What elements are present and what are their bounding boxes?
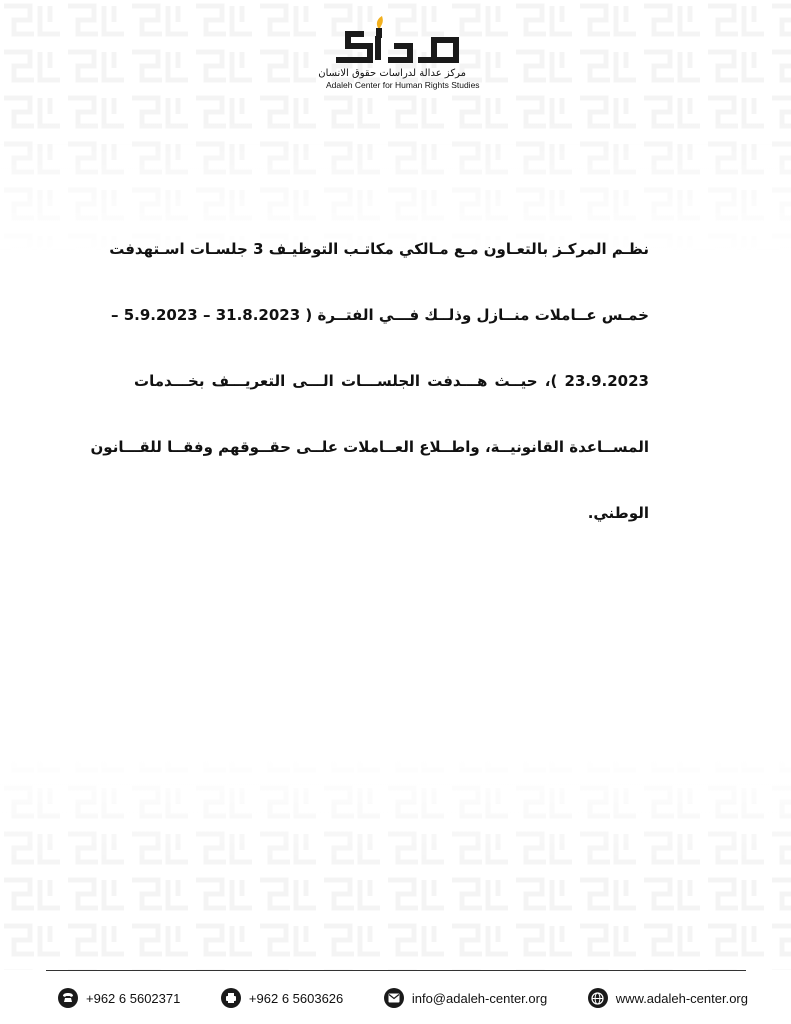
body-line-2: خمـس عــاملات منــازل وذلــك فـــي الفتــرة ( 31.8.2023 – 5.9.2023 – — [110, 306, 649, 324]
footer-divider — [46, 970, 746, 971]
letter-body — [90, 216, 649, 546]
phone-number: +962 6 5602371 — [86, 990, 181, 1006]
footer-website[interactable] — [588, 988, 748, 1008]
email-address[interactable]: info@adaleh-center.org — [411, 990, 548, 1006]
globe-icon — [588, 988, 608, 1008]
email-icon — [384, 988, 404, 1008]
flame-icon — [377, 16, 383, 28]
logo-mark-icon — [330, 16, 462, 66]
footer-email[interactable] — [384, 988, 547, 1008]
fax-number: +962 6 5603626 — [248, 990, 344, 1006]
body-line-1: نظـم المركـز بالتعـاون مـع مـالكي مكاتـب التوظيـف 3 جلسـات اسـتهدفت — [109, 240, 649, 258]
adaleh-logo — [318, 16, 480, 90]
footer-contacts — [58, 986, 748, 1010]
phone-icon — [58, 988, 78, 1008]
footer-phone — [58, 988, 180, 1008]
footer-fax — [221, 988, 343, 1008]
body-line-4: المســاعدة القانونيــة، واطــلاع العــاملات علــى حقــوقهم وفقــا للقـــانون — [90, 438, 649, 456]
body-line-5: الوطني. — [587, 504, 649, 522]
fax-icon — [221, 988, 241, 1008]
body-line-3: 23.9.2023 )، حيــث هـــدفت الجلســـات الـــى التعريـــف بخـــدمات — [134, 372, 649, 390]
website-url[interactable]: www.adaleh-center.org — [615, 990, 748, 1006]
org-name-arabic: مركز عدالة لدراسات حقوق الانسان — [318, 68, 466, 79]
org-name-english: Adaleh Center for Human Rights Studies — [326, 80, 480, 90]
